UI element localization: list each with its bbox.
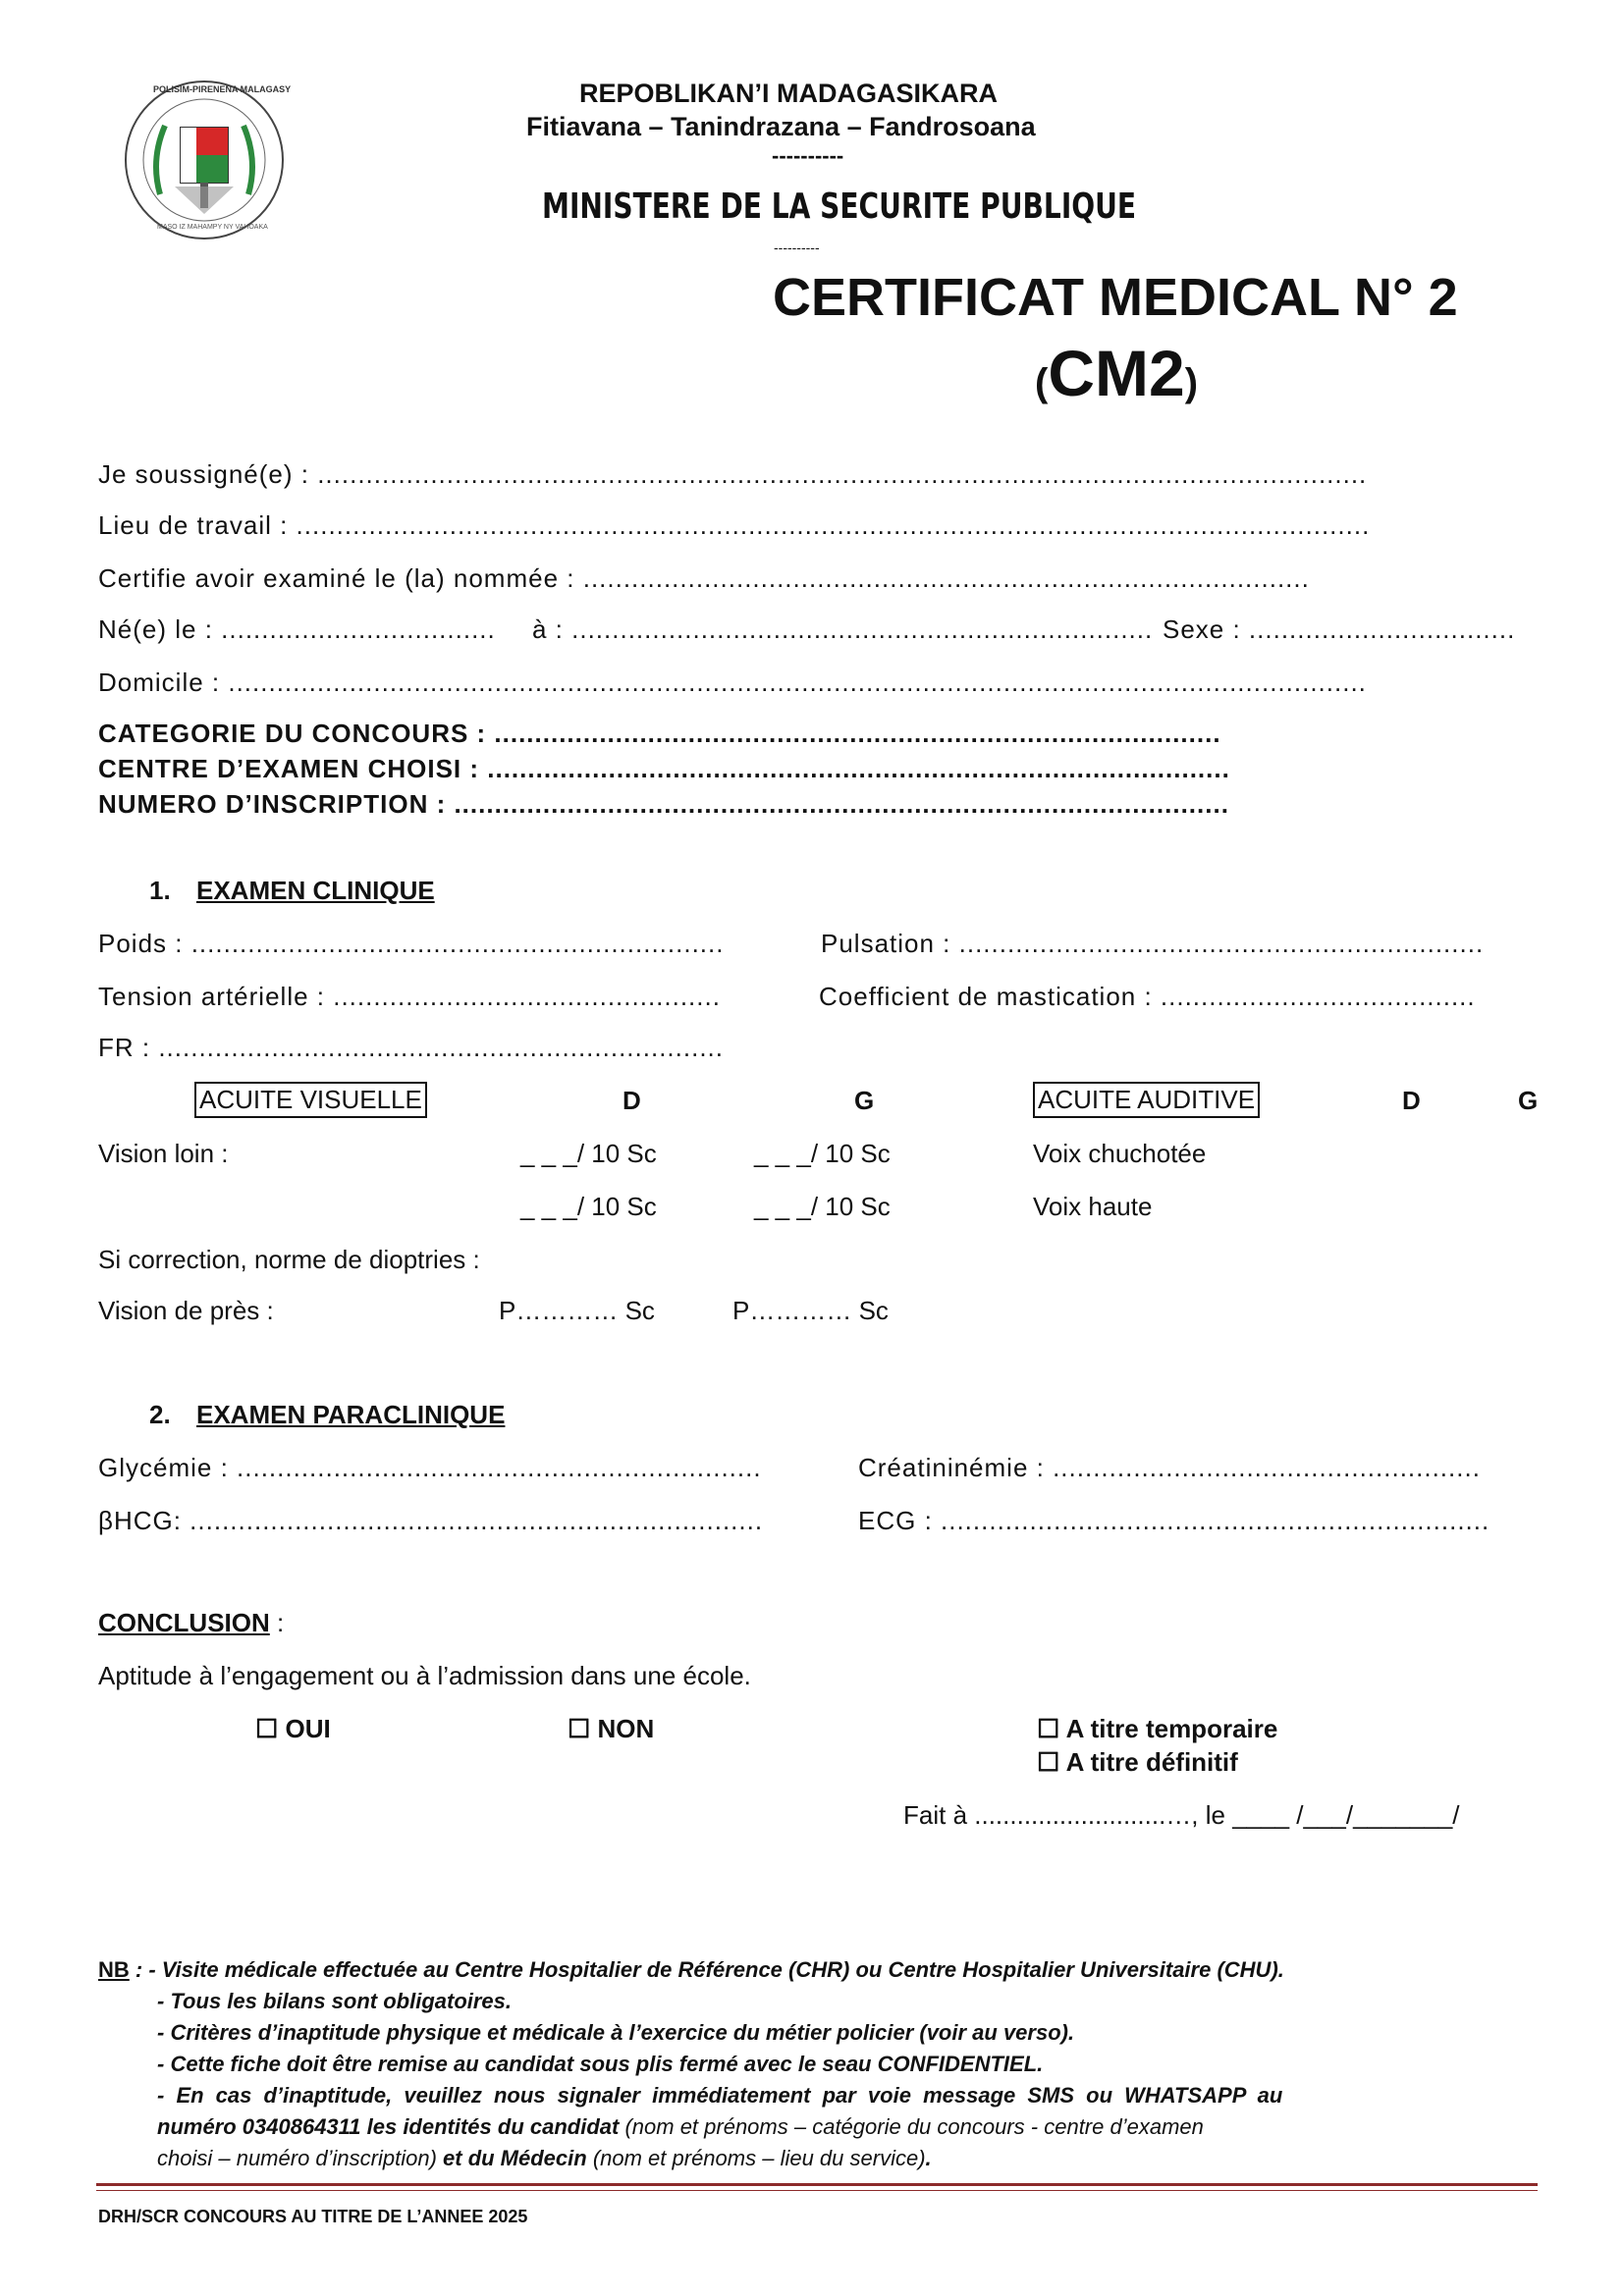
nb-text-1: : - Visite médicale effectuée au Centre Hospitalier de Référence (CHR) ou Centre Hospitalier Universitaire (CHU). <box>129 1957 1284 1982</box>
document-title: CERTIFICAT MEDICAL N° 2 <box>773 268 1458 327</box>
code-close-paren: ) <box>1184 361 1199 404</box>
footer-rule-thick <box>96 2183 1538 2186</box>
auditive-d-label: D <box>1402 1086 1421 1115</box>
logo-text-top: POLISIM-PIRENENA MALAGASY <box>153 84 292 94</box>
footer-text: DRH/SCR CONCOURS AU TITRE DE L’ANNEE 2025 <box>98 2207 528 2226</box>
vision-loin-d-field[interactable]: _ _ _/ 10 Sc <box>520 1139 657 1168</box>
temporaire-checkbox[interactable]: ☐ A titre temporaire <box>1037 1714 1278 1743</box>
lieu-naissance-field[interactable]: à : ........................................................................ <box>532 614 1154 644</box>
certifie-field[interactable]: Certifie avoir examiné le (la) nommée : .......................................................................................... <box>98 563 1310 593</box>
nb-line-1 <box>98 1957 1284 1983</box>
mastication-field[interactable]: Coefficient de mastication : ....................................... <box>819 982 1476 1011</box>
code-text: CM2 <box>1048 337 1185 409</box>
nb-line-4: - Cette fiche doit être remise au candidat sous plis fermé avec le seau CONFIDENTIEL. <box>157 2052 1044 2076</box>
visuelle-g-label: G <box>854 1086 875 1115</box>
code-open-paren: ( <box>1035 361 1049 404</box>
numero-inscription-field[interactable]: NUMERO D’INSCRIPTION : ................................................................................................ <box>98 789 1229 819</box>
nb-line-5: - En cas d’inaptitude, veuillez nous signaler immédiatement par voie message SMS ou WHATSAPP au <box>157 2083 1283 2108</box>
nb-line-7d: . <box>925 2146 932 2170</box>
centre-examen-field[interactable]: CENTRE D’EXAMEN CHOISI : ............................................................................................ <box>98 754 1230 783</box>
ecg-field[interactable]: ECG : .................................................................... <box>858 1506 1490 1535</box>
tension-field[interactable]: Tension artérielle : ................................................ <box>98 982 721 1011</box>
voix-chuchotee-label: Voix chuchotée <box>1033 1139 1207 1168</box>
definitif-checkbox[interactable]: ☐ A titre définitif <box>1037 1747 1238 1777</box>
visuelle-d-label: D <box>623 1086 641 1115</box>
footer-rule-thin <box>96 2190 1538 2191</box>
vision-loin-g-field[interactable]: _ _ _/ 10 Sc <box>754 1139 891 1168</box>
nb-line-2: - Tous les bilans sont obligatoires. <box>157 1989 513 2013</box>
fait-a-field[interactable]: Fait à ...........................…, le ____ /___/_______/ <box>903 1800 1460 1830</box>
country-name: REPOBLIKAN’I MADAGASIKARA <box>579 79 999 108</box>
vision-pres-label: Vision de près : <box>98 1296 274 1325</box>
section-2-number: 2. <box>149 1400 171 1429</box>
auditive-g-label: G <box>1518 1086 1539 1115</box>
conclusion-heading <box>98 1608 284 1638</box>
acuite-auditive-heading: ACUITE AUDITIVE <box>1033 1082 1260 1118</box>
conclusion-label: CONCLUSION <box>98 1608 270 1637</box>
vision-loin-g2-field[interactable]: _ _ _/ 10 Sc <box>754 1192 891 1221</box>
correction-label: Si correction, norme de dioptries : <box>98 1245 480 1274</box>
non-checkbox[interactable]: ☐ NON <box>568 1714 655 1743</box>
poids-field[interactable]: Poids : .................................................................. <box>98 929 725 958</box>
oui-checkbox[interactable]: ☐ OUI <box>255 1714 331 1743</box>
aptitude-text: Aptitude à l’engagement ou à l’admission dans une école. <box>98 1661 751 1690</box>
voix-haute-label: Voix haute <box>1033 1192 1153 1221</box>
conclusion-colon: : <box>269 1608 285 1637</box>
fr-field[interactable]: FR : ...................................................................... <box>98 1033 724 1062</box>
section-2-title: EXAMEN PARACLINIQUE <box>196 1400 506 1429</box>
ministry-name: MINISTERE DE LA SECURITE PUBLIQUE <box>542 187 1137 227</box>
categorie-field[interactable]: CATEGORIE DU CONCOURS : .......................................................................................... <box>98 719 1221 748</box>
vision-pres-d-field[interactable]: P………… Sc <box>499 1296 655 1325</box>
nb-line-6 <box>157 2114 1204 2140</box>
lieu-travail-field[interactable]: Lieu de travail : ..................................................................................................................................... <box>98 510 1371 540</box>
nb-line-7 <box>157 2146 932 2171</box>
glycemie-field[interactable]: Glycémie : ................................................................. <box>98 1453 762 1482</box>
acuite-visuelle-heading: ACUITE VISUELLE <box>194 1082 427 1118</box>
pulsation-field[interactable]: Pulsation : ................................................................. <box>821 929 1485 958</box>
header-separator: ---------- <box>772 143 844 168</box>
nb-line-7b: et du Médecin <box>436 2146 587 2170</box>
document-code <box>1035 336 1198 410</box>
ministry-separator: ---------- <box>774 240 820 255</box>
section-1-title: EXAMEN CLINIQUE <box>196 876 435 905</box>
nb-line-7a: choisi – numéro d’inscription) <box>157 2146 437 2170</box>
vision-loin-d2-field[interactable]: _ _ _/ 10 Sc <box>520 1192 657 1221</box>
section-1-number: 1. <box>149 876 171 905</box>
vision-pres-g-field[interactable]: P………… Sc <box>732 1296 889 1325</box>
police-emblem-logo <box>116 77 293 243</box>
nb-line-7c: (nom et prénoms – lieu du service) <box>586 2146 926 2170</box>
nb-line-3: - Critères d’inaptitude physique et médicale à l’exercice du métier policier (voir au verso). <box>157 2020 1075 2045</box>
national-motto: Fitiavana – Tanindrazana – Fandrosoana <box>526 112 1036 141</box>
date-naissance-field[interactable]: Né(e) le : .................................. <box>98 614 496 644</box>
nb-line-6a: numéro 0340864311 les identités du candidat <box>157 2114 620 2139</box>
logo-text-bottom: MASO IZ MAHAMPY NY VAHOAKA <box>157 224 268 231</box>
soussigne-field[interactable]: Je soussigné(e) : .................................................................................................................................. <box>98 459 1368 489</box>
nb-label: NB <box>98 1957 130 1982</box>
domicile-field[interactable]: Domicile : ............................................................................................................................................. <box>98 667 1367 697</box>
vision-loin-label: Vision loin : <box>98 1139 229 1168</box>
nb-line-6b: (nom et prénoms – catégorie du concours - centre d’examen <box>619 2114 1204 2139</box>
sexe-field[interactable]: Sexe : ................................. <box>1163 614 1516 644</box>
bhcg-field[interactable]: βHCG: ....................................................................... <box>98 1506 764 1535</box>
creatinine-field[interactable]: Créatininémie : ..................................................... <box>858 1453 1481 1482</box>
